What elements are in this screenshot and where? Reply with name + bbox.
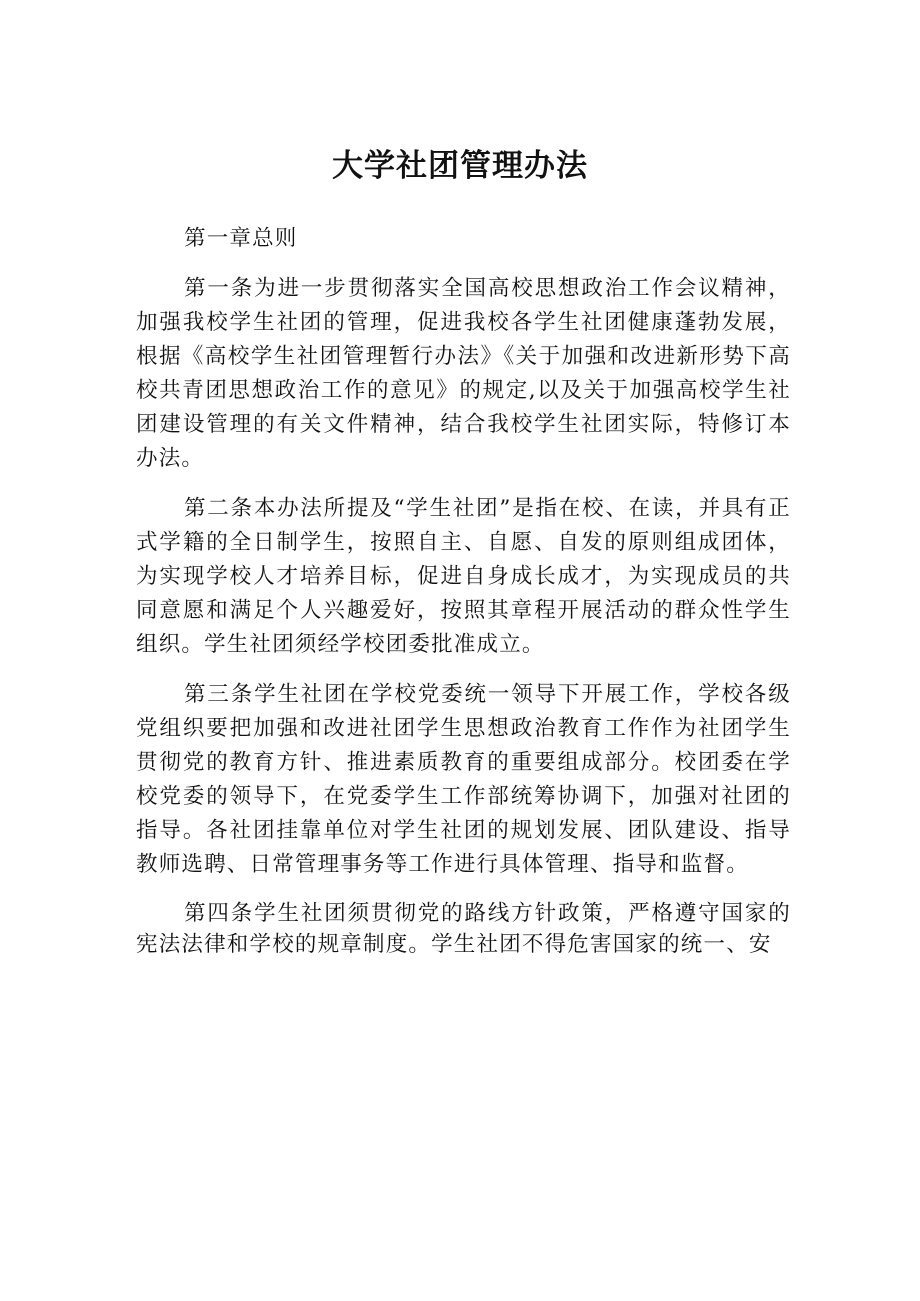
document-title: 大学社团管理办法 [332,148,588,184]
article-3-paragraph: 第三条学生社团在学校党委统一领导下开展工作，学校各级党组织要把加强和改进社团学生思想政治教育工作作为社团学生贯彻党的教育方针、推进素质教育的重要组成部分。校团委在学校党委的领导下，在党委学生工作部统筹协调下，加强对社团的指导。各社团挂靠单位对学生社团的规划发展、团队建设、指导教师选聘、日常管理事务等工作进行具体管理、指导和监督。 [136,682,791,877]
paragraph-gap [136,882,791,898]
paragraph-gap [136,662,791,678]
article-4-paragraph: 第四条学生社团须贯彻党的路线方针政策，严格遵守国家的宪法法律和学校的规章制度。学生社团不得危害国家的统一、安 [136,901,791,957]
chapter-heading: 第一章总则 [184,226,298,251]
document-body [136,222,791,960]
article-1-paragraph: 第一条为进一步贯彻落实全国高校思想政治工作会议精神，加强我校学生社团的管理，促进我校各学生社团健康蓬勃发展，根据《高校学生社团管理暂行办法》《关于加强和改进新形势下高校共青团思想政治工作的意见》的规定,以及关于加强高校学生社团建设管理的有关文件精神，结合我校学生社团实际，特修订本办法。 [136,276,791,471]
paragraph-gap [136,476,791,492]
article-2-paragraph: 第二条本办法所提及“学生社团”是指在校、在读，并具有正式学籍的全日制学生，按照自主、自愿、自发的原则组成团体，为实现学校人才培养目标，促进自身成长成才，为实现成员的共同意愿和满足个人兴趣爱好，按照其章程开展活动的群众性学生组织。学生社团须经学校团委批准成立。 [136,496,791,657]
